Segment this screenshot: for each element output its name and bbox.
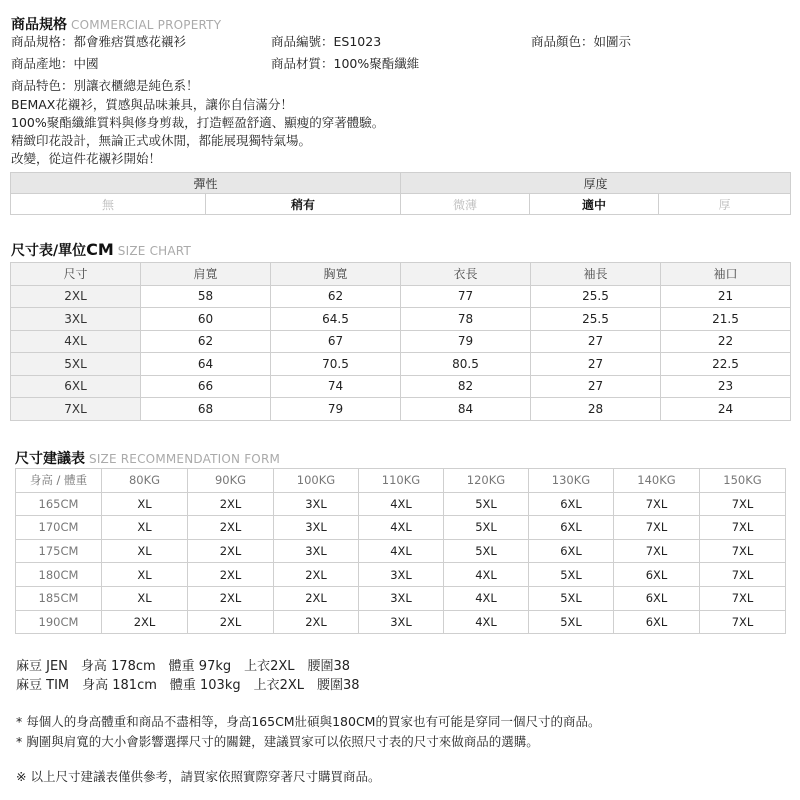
size-chart-title-en: SIZE CHART: [117, 244, 191, 258]
size-chart-value-cell: 27: [531, 353, 661, 376]
size-chart-value-cell: 28: [531, 398, 661, 421]
recommendation-size-cell: 7XL: [700, 586, 786, 610]
size-chart-section-title: [11, 240, 191, 260]
recommendation-size-cell: 5XL: [444, 516, 529, 540]
thickness-option-thin: 微薄: [401, 194, 530, 215]
size-chart-value-cell: 70.5: [271, 353, 401, 376]
recommendation-height-cell: 165CM: [16, 492, 102, 516]
model-jen: 麻豆 JEN 身高 178cm 體重 97kg 上衣2XL 腰圍38: [16, 659, 351, 674]
elasticity-option-slight: 稍有: [206, 194, 401, 215]
recommendation-size-cell: 5XL: [444, 492, 529, 516]
product-material: 商品材質：100%聚酯纖維: [271, 56, 420, 71]
property-option-row: [11, 194, 791, 215]
size-chart-value-cell: 67: [271, 330, 401, 353]
recommendation-height-cell: 175CM: [16, 539, 102, 563]
property-table: [10, 172, 791, 215]
size-chart-size-cell: 6XL: [11, 375, 141, 398]
recommendation-height-cell: 170CM: [16, 516, 102, 540]
recommendation-size-cell: 7XL: [614, 539, 700, 563]
product-feature-4: 改變，從這件花襯衫開始！: [11, 151, 162, 166]
size-chart-value-cell: 78: [401, 308, 531, 331]
recommendation-size-cell: 5XL: [529, 610, 614, 634]
size-chart-title: 尺寸表/單位: [11, 243, 87, 259]
size-chart-value-cell: 22: [661, 330, 791, 353]
recommendation-size-cell: 4XL: [444, 563, 529, 587]
recommendation-header-cell: 150KG: [700, 469, 786, 493]
recommendation-section-title: [15, 448, 280, 468]
recommendation-size-cell: 2XL: [274, 610, 359, 634]
size-chart-value-cell: 25.5: [531, 285, 661, 308]
recommendation-header-cell: 身高 / 體重: [16, 469, 102, 493]
recommendation-table: [15, 468, 786, 634]
recommendation-size-cell: 5XL: [529, 563, 614, 587]
size-chart-value-cell: 79: [271, 398, 401, 421]
recommendation-size-cell: 5XL: [529, 586, 614, 610]
size-chart-header-row: [11, 263, 791, 286]
recommendation-size-cell: 4XL: [359, 539, 444, 563]
size-chart-value-cell: 74: [271, 375, 401, 398]
recommendation-height-cell: 190CM: [16, 610, 102, 634]
size-chart-header-cell: 肩寬: [141, 263, 271, 286]
size-chart-value-cell: 84: [401, 398, 531, 421]
size-chart-row: [11, 398, 791, 421]
recommendation-size-cell: 3XL: [274, 492, 359, 516]
recommendation-header-cell: 130KG: [529, 469, 614, 493]
recommendation-size-cell: 3XL: [359, 610, 444, 634]
size-chart-header-cell: 袖長: [531, 263, 661, 286]
product-feature-0: 商品特色：別讓衣櫃總是純色系！: [11, 78, 199, 93]
recommendation-size-cell: 2XL: [188, 610, 274, 634]
recommendation-size-cell: XL: [102, 563, 188, 587]
product-code: 商品編號：ES1023: [271, 34, 382, 49]
size-chart-value-cell: 25.5: [531, 308, 661, 331]
recommendation-size-cell: 2XL: [102, 610, 188, 634]
product-title: 商品規格: [11, 17, 67, 33]
size-chart-header-cell: 衣長: [401, 263, 531, 286]
recommendation-header-cell: 80KG: [102, 469, 188, 493]
size-chart-header-cell: 尺寸: [11, 263, 141, 286]
recommendation-header-cell: 100KG: [274, 469, 359, 493]
recommendation-row: [16, 586, 786, 610]
recommendation-size-cell: XL: [102, 586, 188, 610]
recommendation-size-cell: 6XL: [614, 586, 700, 610]
recommendation-row: [16, 516, 786, 540]
recommendation-size-cell: 7XL: [700, 516, 786, 540]
recommendation-size-cell: 3XL: [359, 586, 444, 610]
recommendation-row: [16, 563, 786, 587]
size-chart-value-cell: 80.5: [401, 353, 531, 376]
recommendation-size-cell: 7XL: [614, 492, 700, 516]
product-spec: 商品規格：都會雅痞質感花襯衫: [11, 34, 187, 49]
recommendation-size-cell: 4XL: [359, 492, 444, 516]
size-chart-size-cell: 4XL: [11, 330, 141, 353]
recommendation-size-cell: 7XL: [700, 563, 786, 587]
recommendation-size-cell: 6XL: [529, 539, 614, 563]
size-chart-row: [11, 308, 791, 331]
size-chart-value-cell: 66: [141, 375, 271, 398]
size-chart-size-cell: 5XL: [11, 353, 141, 376]
recommendation-height-cell: 180CM: [16, 563, 102, 587]
product-origin: 商品產地：中國: [11, 56, 99, 71]
size-chart-row: [11, 330, 791, 353]
size-chart-value-cell: 62: [271, 285, 401, 308]
recommendation-size-cell: 6XL: [529, 492, 614, 516]
size-chart-row: [11, 375, 791, 398]
size-chart-value-cell: 24: [661, 398, 791, 421]
product-feature-1: BEMAX花襯衫，質感與品味兼具，讓你自信滿分！: [11, 97, 293, 112]
recommendation-size-cell: 4XL: [444, 610, 529, 634]
size-chart-size-cell: 3XL: [11, 308, 141, 331]
recommendation-size-cell: 5XL: [444, 539, 529, 563]
recommendation-size-cell: 2XL: [274, 563, 359, 587]
note-0: * 每個人的身高體重和商品不盡相等，身高165CM壯碩與180CM的買家也有可能是穿同一個尺寸的商品。: [16, 714, 601, 729]
recommendation-title-en: SIZE RECOMMENDATION FORM: [89, 452, 281, 466]
size-chart-value-cell: 23: [661, 375, 791, 398]
size-chart-value-cell: 58: [141, 285, 271, 308]
size-chart-size-cell: 7XL: [11, 398, 141, 421]
recommendation-size-cell: 2XL: [188, 563, 274, 587]
recommendation-size-cell: 3XL: [359, 563, 444, 587]
thickness-option-thick: 厚: [659, 194, 791, 215]
recommendation-size-cell: 2XL: [274, 586, 359, 610]
recommendation-size-cell: 3XL: [274, 539, 359, 563]
recommendation-size-cell: XL: [102, 539, 188, 563]
recommendation-row: [16, 610, 786, 634]
recommendation-size-cell: 4XL: [444, 586, 529, 610]
size-chart-table: [10, 262, 791, 421]
size-chart-value-cell: 64: [141, 353, 271, 376]
recommendation-size-cell: 7XL: [700, 539, 786, 563]
recommendation-size-cell: XL: [102, 492, 188, 516]
size-chart-value-cell: 79: [401, 330, 531, 353]
size-chart-header-cell: 胸寬: [271, 263, 401, 286]
size-chart-value-cell: 77: [401, 285, 531, 308]
property-header-row: [11, 173, 791, 194]
size-chart-row: [11, 353, 791, 376]
size-chart-value-cell: 21.5: [661, 308, 791, 331]
size-chart-size-cell: 2XL: [11, 285, 141, 308]
recommendation-size-cell: XL: [102, 516, 188, 540]
recommendation-size-cell: 2XL: [188, 492, 274, 516]
recommendation-row: [16, 492, 786, 516]
size-chart-value-cell: 68: [141, 398, 271, 421]
size-chart-value-cell: 64.5: [271, 308, 401, 331]
recommendation-header-cell: 110KG: [359, 469, 444, 493]
recommendation-header-cell: 140KG: [614, 469, 700, 493]
recommendation-size-cell: 7XL: [700, 492, 786, 516]
recommendation-size-cell: 7XL: [614, 516, 700, 540]
recommendation-size-cell: 2XL: [188, 539, 274, 563]
product-title-en: COMMERCIAL PROPERTY: [71, 18, 222, 32]
elasticity-label: 彈性: [11, 173, 401, 194]
recommendation-size-cell: 2XL: [188, 516, 274, 540]
product-feature-3: 精緻印花設計，無論正式或休閒，都能展現獨特氣場。: [11, 133, 312, 148]
size-chart-value-cell: 27: [531, 330, 661, 353]
elasticity-option-none: 無: [11, 194, 206, 215]
size-chart-value-cell: 60: [141, 308, 271, 331]
size-chart-value-cell: 27: [531, 375, 661, 398]
recommendation-header-row: [16, 469, 786, 493]
recommendation-size-cell: 2XL: [188, 586, 274, 610]
product-section-title: [11, 14, 221, 34]
recommendation-header-cell: 90KG: [188, 469, 274, 493]
disclaimer: ※ 以上尺寸建議表僅供參考，請買家依照實際穿著尺寸購買商品。: [16, 769, 381, 784]
recommendation-size-cell: 3XL: [274, 516, 359, 540]
recommendation-size-cell: 4XL: [359, 516, 444, 540]
size-chart-unit: CM: [86, 240, 114, 259]
recommendation-size-cell: 6XL: [614, 563, 700, 587]
recommendation-size-cell: 6XL: [614, 610, 700, 634]
recommendation-header-cell: 120KG: [444, 469, 529, 493]
note-1: * 胸圍與肩寬的大小會影響選擇尺寸的關鍵，建議買家可以依照尺寸表的尺寸來做商品的選購。: [16, 734, 539, 749]
size-chart-value-cell: 82: [401, 375, 531, 398]
recommendation-size-cell: 7XL: [700, 610, 786, 634]
recommendation-title: 尺寸建議表: [15, 451, 85, 467]
recommendation-size-cell: 6XL: [529, 516, 614, 540]
recommendation-row: [16, 539, 786, 563]
product-feature-2: 100%聚酯纖維質料與修身剪裁，打造輕盈舒適、顯瘦的穿著體驗。: [11, 115, 385, 130]
size-chart-header-cell: 袖口: [661, 263, 791, 286]
thickness-label: 厚度: [401, 173, 791, 194]
size-chart-value-cell: 22.5: [661, 353, 791, 376]
recommendation-height-cell: 185CM: [16, 586, 102, 610]
thickness-option-medium: 適中: [530, 194, 659, 215]
model-tim: 麻豆 TIM 身高 181cm 體重 103kg 上衣2XL 腰圍38: [16, 678, 360, 693]
size-chart-value-cell: 62: [141, 330, 271, 353]
size-chart-value-cell: 21: [661, 285, 791, 308]
product-color: 商品顏色：如圖示: [531, 34, 632, 49]
size-chart-row: [11, 285, 791, 308]
